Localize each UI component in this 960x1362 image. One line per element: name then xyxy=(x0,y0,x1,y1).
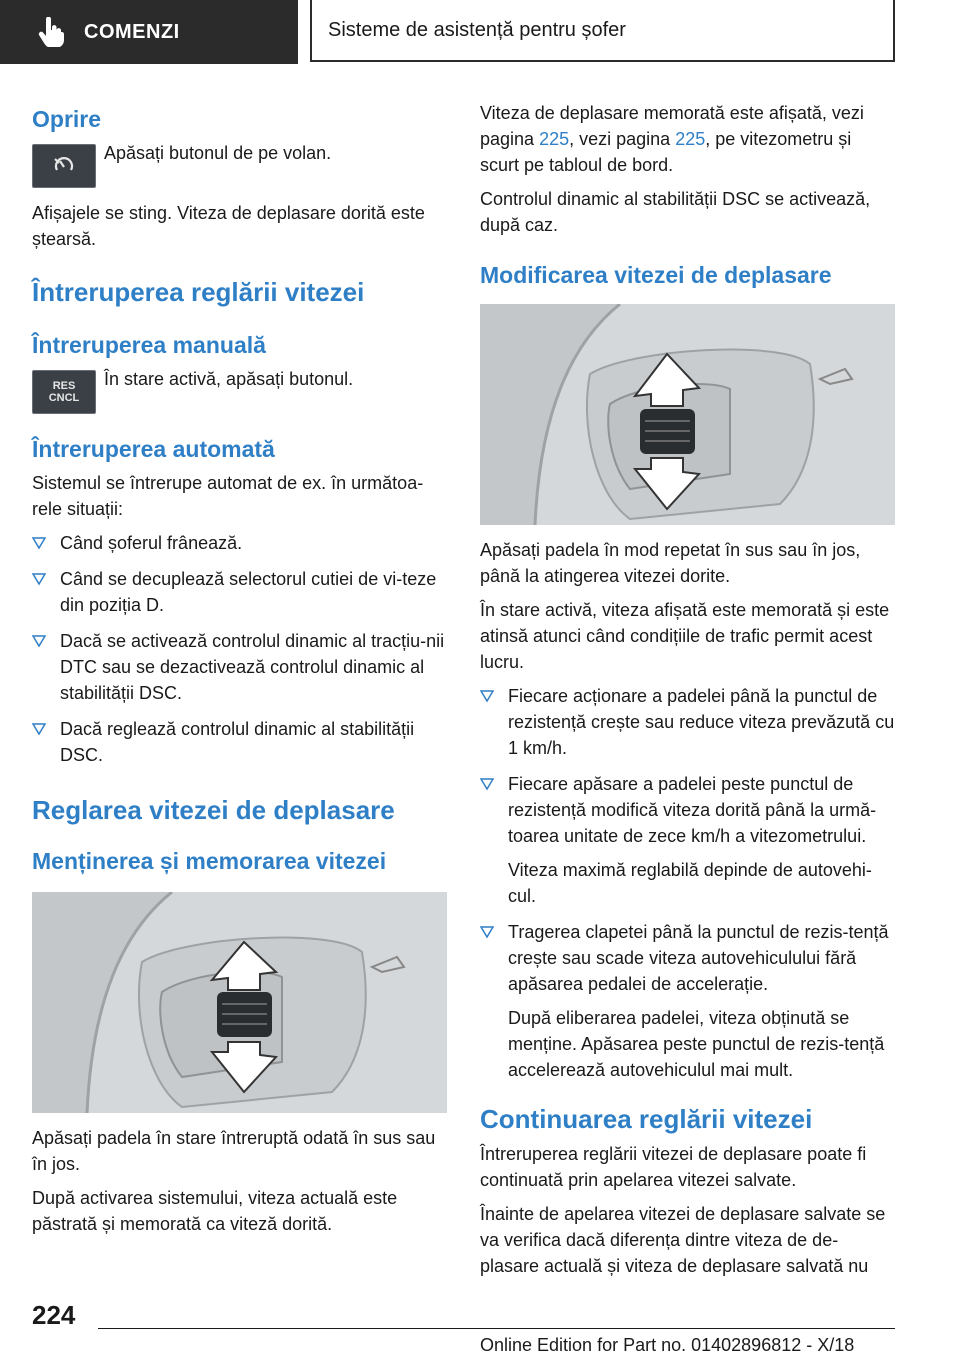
cont-p2: Înainte de apelarea vitezei de deplasare salvate se va verifica dacă diferența dintre viteza de de-plasare actuală și viteza de deplasare salvată nu xyxy=(480,1204,886,1276)
heading-intrerupere: Întreruperea reglării vitezei xyxy=(32,277,365,307)
mod-list xyxy=(480,683,895,1083)
res-cncl-button-image xyxy=(32,370,96,414)
auto-intro: Sistemul se întrerupe automat de ex. în următoa-rele situații: xyxy=(32,473,424,519)
heading-reglarea: Reglarea vitezei de deplasare xyxy=(32,795,395,825)
heading-auto: Întreruperea automată xyxy=(32,436,275,462)
footer-divider xyxy=(98,1328,895,1329)
oprire-text: Afișajele se sting. Viteza de deplasare dorită este ștearsă. xyxy=(32,203,425,249)
edition-text: Online Edition for Part no. 01402896812 - X/18 xyxy=(480,1335,855,1355)
mod-item3-note: După eliberarea padelei, viteza obținută se menține. Apăsarea peste punctul de rezis-tență accelerează autovehiculul mai mult. xyxy=(508,1008,885,1080)
list-item: Dacă reglează controlul dinamic al stabilității DSC. xyxy=(32,716,447,768)
list-item: Fiecare apăsare a padelei peste punctul de rezistență modifică viteza dorită până la urmă-toarea unitate de zece km/h a vitezometrului. Viteza maximă reglabilă depinde de autovehi-cul. xyxy=(480,771,895,909)
mod-p2: În stare activă, viteza afișată este memorată și este atinsă atunci când condițiile de trafic permit acest lucru. xyxy=(480,600,890,672)
mod-p1: Apăsați padela în mod repetat în sus sau în jos, până la atingerea vitezei dorite. xyxy=(480,540,861,586)
steering-wheel-photo xyxy=(32,892,447,1113)
heading-mentinere: Menținerea și memorarea vitezei xyxy=(32,848,387,874)
chapter-header xyxy=(310,0,895,62)
auto-list xyxy=(32,530,447,768)
manual-icon-text: În stare activă, apăsați butonul. xyxy=(104,369,354,389)
heading-modificare: Modificarea vitezei de deplasare xyxy=(480,262,832,288)
chapter-title: Sisteme de asistență pentru șofer xyxy=(328,18,626,41)
page-number: 224 xyxy=(32,1300,76,1330)
page-link[interactable]: 225 xyxy=(675,129,706,149)
mod-item2-note: Viteza maximă reglabilă depinde de autovehi-cul. xyxy=(508,860,872,906)
right-column xyxy=(480,100,895,1279)
cruise-control-icon xyxy=(51,155,77,177)
oprire-icon-text: Apăsați butonul de pe volan. xyxy=(104,143,332,163)
list-item: Fiecare acționare a padelei până la punctul de rezistență crește sau reduce viteza prevăzută cu 1 km/h. xyxy=(480,683,895,761)
list-item: Când se decuplează selectorul cutiei de vi-teze din poziția D. xyxy=(32,566,447,618)
triangle-bullet-icon xyxy=(32,722,46,736)
list-item: Tragerea clapetei până la punctul de rezis-tență crește sau scade viteza autovehiculului fără apăsarea pedalei de accelerație. După eliberarea padelei, viteza obținută se menține. Apăsarea peste punctul de rezis-tență accelerează autovehiculul mai mult. xyxy=(480,919,895,1083)
mentinere-p2: După activarea sistemului, viteza actuală este păstrată și memorată ca viteză dorită. xyxy=(32,1188,398,1234)
heading-oprire: Oprire xyxy=(32,106,102,132)
dsc-text: Controlul dinamic al stabilității DSC se activează, după caz. xyxy=(480,189,871,235)
triangle-bullet-icon xyxy=(32,634,46,648)
res-cncl-label: RES CNCL xyxy=(48,380,80,404)
oprire-instruction xyxy=(32,144,447,188)
heading-continuare: Continuarea reglării vitezei xyxy=(480,1104,813,1134)
memorated-speed-text: Viteza de deplasare memorată este afișată, vezi pagina 225, vezi pagina 225, pe vitezometru și scurt pe tabloul de bord. xyxy=(480,103,864,175)
section-label: COMENZI xyxy=(84,20,180,43)
cont-p1: Întreruperea reglării vitezei de deplasare poate fi continuată prin apelarea vitezei salvate. xyxy=(480,1144,867,1190)
page-link[interactable]: 225 xyxy=(539,129,570,149)
hand-pointer-icon xyxy=(38,17,64,47)
section-tab xyxy=(0,0,298,64)
triangle-bullet-icon xyxy=(480,689,494,703)
triangle-bullet-icon xyxy=(32,536,46,550)
mentinere-p1: Apăsați padela în stare întreruptă odată în sus sau în jos. xyxy=(32,1128,436,1174)
steering-wheel-paddle-illustration xyxy=(32,892,447,1113)
manual-instruction xyxy=(32,370,447,414)
triangle-bullet-icon xyxy=(32,572,46,586)
heading-manual: Întreruperea manuală xyxy=(32,332,266,358)
cruise-button-image xyxy=(32,144,96,188)
triangle-bullet-icon xyxy=(480,925,494,939)
left-column xyxy=(32,100,447,1237)
steering-wheel-photo xyxy=(480,304,895,525)
list-item: Când șoferul frânează. xyxy=(32,530,447,556)
triangle-bullet-icon xyxy=(480,777,494,791)
steering-wheel-paddle-illustration xyxy=(480,304,895,525)
list-item: Dacă se activează controlul dinamic al tracțiu-nii DTC sau se dezactivează controlul dinamic al stabilității DSC. xyxy=(32,628,447,706)
